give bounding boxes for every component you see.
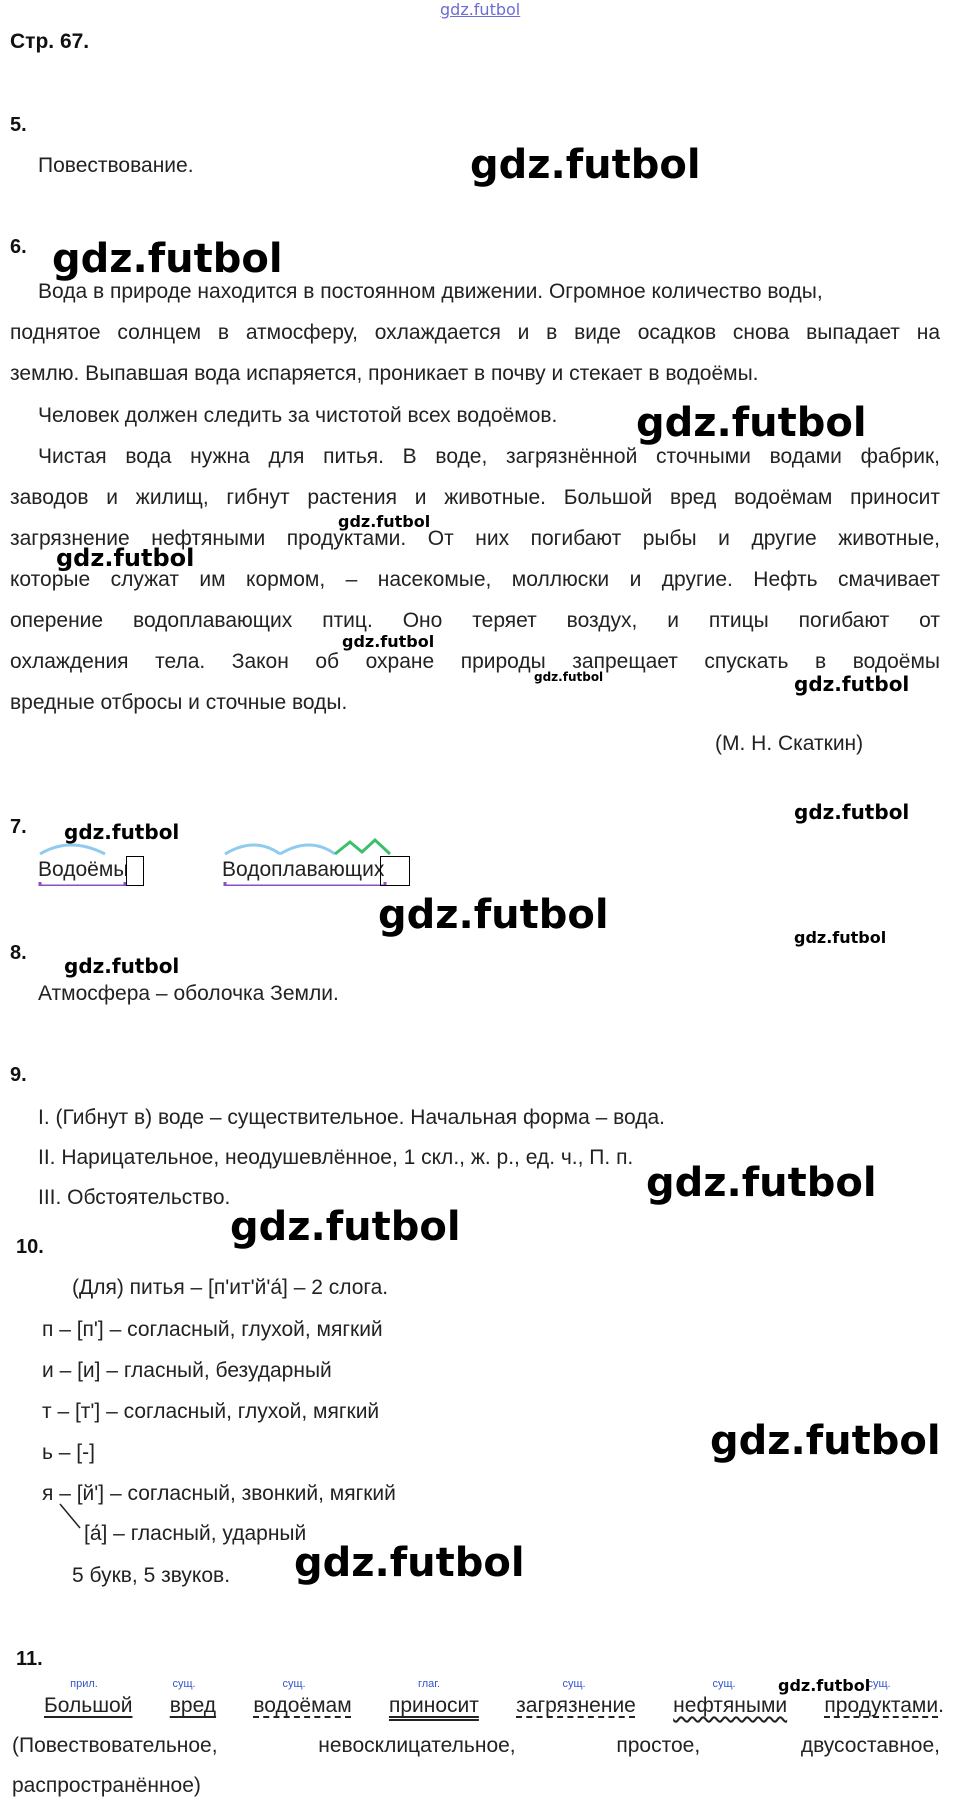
ex6-line-3: землю. Выпавшая вода испаряется, проникает в почву и стекает в водоёмы.: [10, 362, 759, 385]
ex6-line-6: заводов и жилищ, гибнут растения и животные. Большой вред водоёмам приносит: [10, 486, 940, 509]
page-number: Стр. 67.: [10, 30, 90, 53]
sentence-end: .: [938, 1694, 944, 1717]
exercise-9-number: 9.: [10, 1064, 27, 1086]
ending-box-2: [380, 856, 410, 886]
ex6-line-10: охлаждения тела. Закон об охране природы запрещает спускать в водоёмы: [10, 650, 940, 673]
pos-label: сущ.: [562, 1678, 586, 1690]
pos-label: прил.: [70, 1678, 98, 1690]
ex10-line-3: и – [и] – гласный, безударный: [42, 1359, 332, 1382]
watermark: gdz.futbol: [710, 1418, 941, 1464]
ex6-line-7: загрязнение нефтяными продуктами. От них погибают рыбы и другие животные,: [10, 527, 940, 550]
watermark: gdz.futbol: [294, 1540, 525, 1586]
ex11-features: [12, 1732, 940, 1760]
ex6-line-1: Вода в природе находится в постоянном движении. Огромное количество воды,: [38, 280, 823, 303]
watermark: gdz.futbol: [64, 954, 180, 978]
suffix-mark: [335, 840, 390, 854]
pos-label: глаг.: [417, 1678, 441, 1690]
watermark: gdz.futbol: [794, 928, 887, 947]
exercise-5-answer: Повествование.: [38, 154, 194, 177]
ex6-line-11: вредные отбросы и сточные воды.: [10, 691, 348, 714]
ex6-line-5: Чистая вода нужна для питья. В воде, загрязнённой сточными водами фабрик,: [38, 445, 940, 468]
exercise-8-answer: Атмосфера – оболочка Земли.: [38, 982, 339, 1005]
feature-1: (Повествовательное,: [12, 1734, 218, 1757]
root-arc-2: [225, 845, 280, 854]
ex10-line-8: 5 букв, 5 звуков.: [72, 1564, 231, 1587]
root-arc-1: [40, 845, 105, 854]
ex9-line-3: III. Обстоятельство.: [38, 1186, 231, 1209]
exercise-5-number: 5.: [10, 114, 27, 136]
ex9-line-1: I. (Гибнут в) воде – существительное. Начальная форма – вода.: [38, 1106, 665, 1129]
word-predicate: приносит: [388, 1694, 479, 1717]
watermark: gdz.futbol: [378, 892, 609, 938]
word-object-2: загрязнение: [516, 1694, 636, 1717]
pos-label: сущ.: [867, 1678, 891, 1690]
ex10-line-7: [а́] – гласный, ударный: [84, 1522, 307, 1545]
exercise-10-number: 10.: [16, 1236, 44, 1258]
feature-4: двусоставное,: [800, 1734, 940, 1757]
ex6-author: (М. Н. Скаткин): [715, 732, 864, 755]
site-watermark-top: gdz.futbol: [440, 0, 521, 19]
exercise-6-number: 6.: [10, 236, 27, 258]
watermark: gdz.futbol: [230, 1204, 461, 1250]
watermark: gdz.futbol: [636, 400, 867, 446]
ex10-line-5: ь – [-]: [42, 1441, 95, 1464]
ex9-line-2: II. Нарицательное, неодушевлённое, 1 скл., ж. р., ед. ч., П. п.: [38, 1146, 634, 1169]
ex11-sentence: [44, 1692, 944, 1720]
pos-label: сущ.: [282, 1678, 306, 1690]
morpheme-word-1: Водоёмы: [38, 858, 129, 881]
watermark: gdz.futbol: [64, 820, 180, 844]
word-modifier: нефтяными: [673, 1694, 788, 1717]
ex6-line-9: оперение водоплавающих птиц. Оно теряет воздух, и птицы погибают от: [10, 609, 940, 632]
watermark: gdz.futbol: [794, 800, 910, 824]
pos-label: сущ.: [172, 1678, 196, 1690]
ex10-line-4: т – [т'] – согласный, глухой, мягкий: [42, 1400, 380, 1423]
root-arc-3: [280, 845, 335, 854]
watermark: gdz.futbol: [342, 632, 435, 651]
watermark: gdz.futbol: [470, 142, 701, 188]
word-object-3: продуктами: [824, 1694, 939, 1717]
word-object-1: водоёмам: [253, 1694, 352, 1717]
watermark: gdz.futbol: [534, 670, 604, 684]
ex6-line-4: Человек должен следить за чистотой всех водоёмов.: [38, 404, 558, 427]
watermark: gdz.futbol: [646, 1160, 877, 1206]
feature-2: невосклицательное,: [318, 1734, 516, 1757]
word-object-3-wrap: [824, 1692, 944, 1720]
feature-3: простое,: [616, 1734, 701, 1757]
watermark: gdz.futbol: [52, 236, 283, 282]
feature-5: распространённое): [12, 1774, 201, 1797]
exercise-11-number: 11.: [16, 1648, 43, 1670]
exercise-8-number: 8.: [10, 942, 27, 964]
watermark: gdz.futbol: [778, 1676, 871, 1695]
ex6-line-2: поднятое солнцем в атмосферу, охлаждается и в виде осадков снова выпадает на: [10, 321, 940, 344]
watermark: gdz.futbol: [794, 672, 910, 696]
watermark: gdz.futbol: [56, 544, 195, 572]
pos-label: сущ.: [712, 1678, 736, 1690]
word-subject: вред: [169, 1694, 217, 1717]
morpheme-word-2: Водоплавающих: [222, 858, 385, 881]
ex10-line-6: я – [й'] – согласный, звонкий, мягкий: [42, 1482, 396, 1505]
exercise-7-number: 7.: [10, 816, 27, 838]
ex10-line-2: п – [п'] – согласный, глухой, мягкий: [42, 1318, 383, 1341]
ex6-line-8: которые служат им кормом, – насекомые, моллюски и другие. Нефть смачивает: [10, 568, 940, 591]
watermark: gdz.futbol: [338, 512, 431, 531]
ending-box-1: [126, 856, 144, 886]
ex10-line-1: (Для) питья – [п'ит'й'а́] – 2 слога.: [72, 1276, 389, 1299]
word-subject-modifier: Большой: [44, 1694, 133, 1717]
